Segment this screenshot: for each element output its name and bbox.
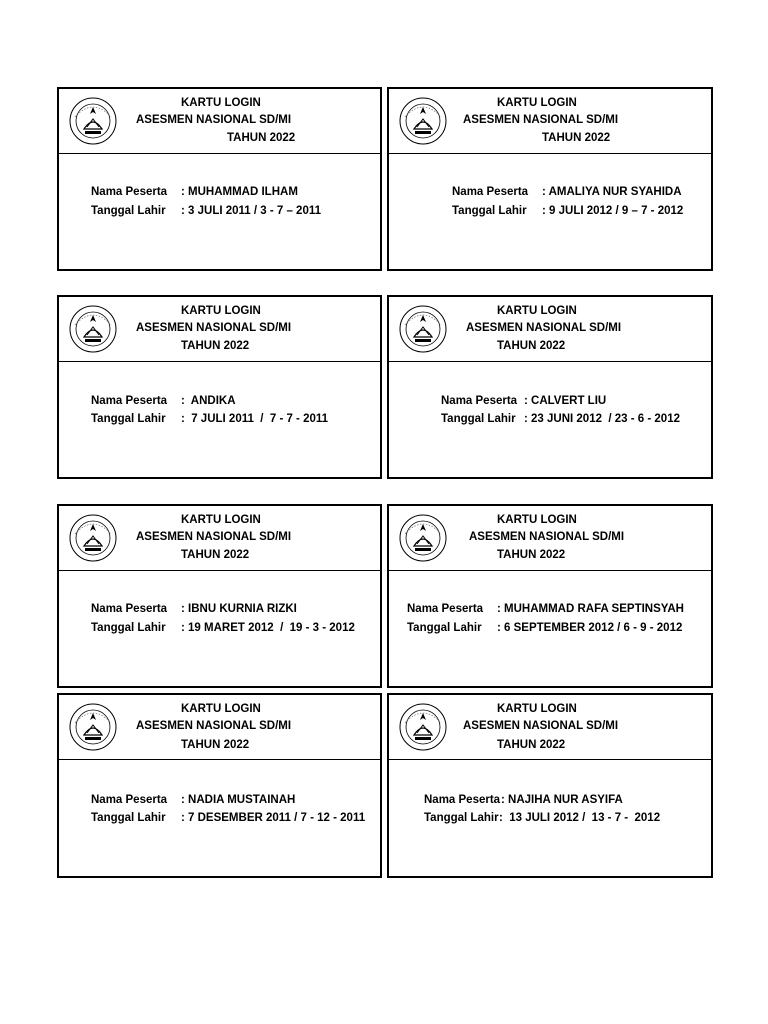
name-value: : MUHAMMAD ILHAM	[181, 186, 298, 198]
dob-label: Tanggal Lahir	[91, 622, 166, 634]
card-subtitle: ASESMEN NASIONAL SD/MI	[136, 322, 292, 334]
login-card	[57, 504, 382, 688]
card-year: TAHUN 2022	[497, 340, 566, 352]
tut-wuri-handayani-logo-icon	[397, 303, 449, 355]
card-header	[389, 695, 711, 760]
name-value: : AMALIYA NUR SYAHIDA	[542, 186, 682, 198]
name-label: Nama Peserta	[91, 186, 168, 198]
dob-label: Tanggal Lahir	[91, 812, 166, 824]
dob-value: : 9 JULI 2012 / 9 – 7 - 2012	[542, 205, 684, 217]
card-year: TAHUN 2022	[227, 132, 296, 144]
card-year: TAHUN 2022	[497, 549, 566, 561]
card-title: KARTU LOGIN	[497, 703, 577, 715]
name-label: Nama Peserta	[452, 186, 529, 198]
card-title: KARTU LOGIN	[181, 97, 261, 109]
card-header	[59, 506, 380, 571]
card-header	[389, 297, 711, 362]
card-subtitle: ASESMEN NASIONAL SD/MI	[136, 114, 292, 126]
dob-value: : 19 MARET 2012 / 19 - 3 - 2012	[181, 622, 355, 634]
tut-wuri-handayani-logo-icon	[397, 95, 449, 147]
tut-wuri-handayani-logo-icon	[67, 303, 119, 355]
card-header	[389, 506, 711, 571]
card-subtitle: ASESMEN NASIONAL SD/MI	[136, 531, 292, 543]
card-header	[59, 695, 380, 760]
card-title: KARTU LOGIN	[181, 703, 261, 715]
name-label: Nama Peserta	[91, 603, 168, 615]
login-card	[57, 295, 382, 479]
name-label: Nama Peserta	[407, 603, 484, 615]
tut-wuri-handayani-logo-icon	[397, 512, 449, 564]
tut-wuri-handayani-logo-icon	[67, 701, 119, 753]
card-year: TAHUN 2022	[497, 739, 566, 751]
dob-value: : 3 JULI 2011 / 3 - 7 – 2011	[181, 205, 322, 217]
tut-wuri-handayani-logo-icon	[397, 701, 449, 753]
card-year: TAHUN 2022	[542, 132, 611, 144]
dob-value: : 6 SEPTEMBER 2012 / 6 - 9 - 2012	[497, 622, 683, 634]
name-value: : CALVERT LIU	[524, 395, 607, 407]
login-card	[387, 504, 713, 688]
card-title: KARTU LOGIN	[181, 514, 261, 526]
card-title: KARTU LOGIN	[497, 514, 577, 526]
card-title: KARTU LOGIN	[497, 305, 577, 317]
name-value: : NADIA MUSTAINAH	[181, 794, 296, 806]
card-title: KARTU LOGIN	[497, 97, 577, 109]
card-header	[59, 297, 380, 362]
login-card	[387, 295, 713, 479]
name-label: Nama Peserta	[441, 395, 518, 407]
name-label: Nama Peserta	[91, 794, 168, 806]
card-subtitle: ASESMEN NASIONAL SD/MI	[136, 720, 292, 732]
login-card	[57, 87, 382, 271]
login-card	[57, 693, 382, 878]
tut-wuri-handayani-logo-icon	[67, 512, 119, 564]
name-value: : IBNU KURNIA RIZKI	[181, 603, 297, 615]
card-header	[389, 89, 711, 154]
card-subtitle: ASESMEN NASIONAL SD/MI	[463, 114, 619, 126]
dob-value: : 7 JULI 2011 / 7 - 7 - 2011	[181, 413, 329, 425]
name-value: : ANDIKA	[181, 395, 236, 407]
name-label: Nama Peserta	[424, 794, 501, 806]
card-year: TAHUN 2022	[181, 549, 250, 561]
card-year: TAHUN 2022	[181, 340, 250, 352]
login-card	[387, 693, 713, 878]
card-subtitle: ASESMEN NASIONAL SD/MI	[463, 720, 619, 732]
card-title: KARTU LOGIN	[181, 305, 261, 317]
login-card	[387, 87, 713, 271]
tut-wuri-handayani-logo-icon	[67, 95, 119, 147]
card-year: TAHUN 2022	[181, 739, 250, 751]
dob-label: Tanggal Lahir	[452, 205, 527, 217]
name-value: : MUHAMMAD RAFA SEPTINSYAH	[497, 603, 684, 615]
dob-value: : 13 JULI 2012 / 13 - 7 - 2012	[499, 812, 661, 824]
dob-label: Tanggal Lahir	[424, 812, 499, 824]
dob-value: : 7 DESEMBER 2011 / 7 - 12 - 2011	[181, 812, 366, 824]
dob-label: Tanggal Lahir	[91, 413, 166, 425]
name-label: Nama Peserta	[91, 395, 168, 407]
dob-label: Tanggal Lahir	[407, 622, 482, 634]
dob-label: Tanggal Lahir	[441, 413, 516, 425]
name-value: : NAJIHA NUR ASYIFA	[501, 794, 623, 806]
card-subtitle: ASESMEN NASIONAL SD/MI	[466, 322, 622, 334]
dob-value: : 23 JUNI 2012 / 23 - 6 - 2012	[524, 413, 680, 425]
card-subtitle: ASESMEN NASIONAL SD/MI	[469, 531, 625, 543]
dob-label: Tanggal Lahir	[91, 205, 166, 217]
card-header	[59, 89, 380, 154]
